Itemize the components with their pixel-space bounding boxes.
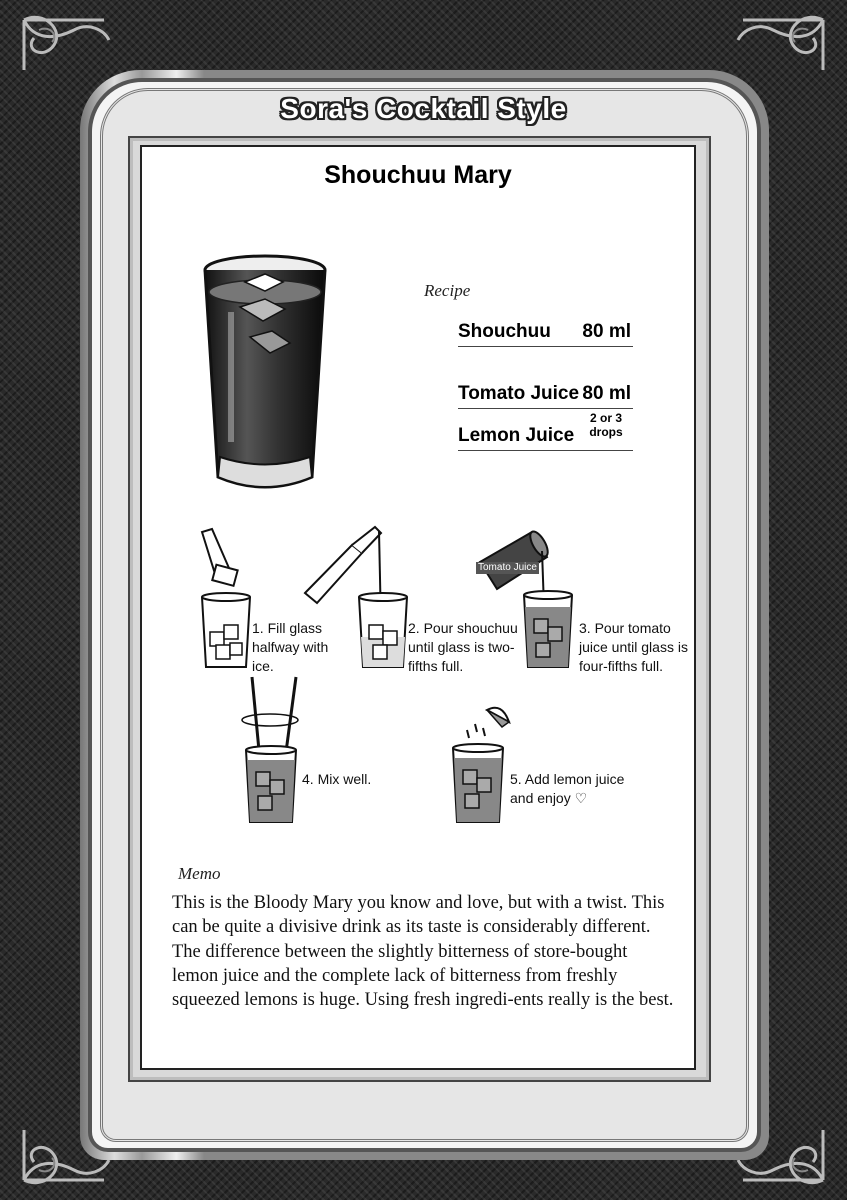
- amount-line: 2 or 3: [589, 411, 622, 425]
- step-5: [510, 770, 650, 808]
- step4-illustration: [234, 672, 309, 832]
- step2-illustration: [297, 525, 412, 675]
- cocktail-title: Shouchuu Mary: [324, 161, 512, 189]
- step-4: 4. Mix well.: [302, 771, 372, 787]
- step3-illustration: [472, 527, 582, 672]
- ingredient-name: Tomato Juice: [458, 383, 580, 404]
- ornament-corner-top-right: [733, 10, 833, 80]
- ingredient-name: Lemon Juice: [458, 425, 575, 446]
- step-1: 1. Fill glass halfway with ice.: [252, 620, 329, 674]
- ingredient-row: [458, 411, 633, 451]
- heart-icon: ♡: [574, 790, 588, 806]
- ingredient-amount: 80 ml: [582, 383, 631, 404]
- memo-label: Memo: [178, 864, 221, 883]
- ingredient-name: Shouchuu: [458, 321, 551, 342]
- cocktail-glass-illustration: [200, 252, 330, 502]
- step5-illustration: [447, 702, 517, 832]
- series-title: Sora's Cocktail Style: [280, 93, 567, 124]
- step1-illustration: [194, 527, 254, 672]
- step-3: 3. Pour tomato juice until glass is four-fifths full.: [579, 620, 688, 674]
- tomato-juice-can-label: Tomato Juice: [478, 562, 537, 573]
- ingredient-row: [458, 383, 633, 409]
- step-2: 2. Pour shouchuu until glass is two-fifths full.: [408, 620, 518, 674]
- ingredient-amount: [581, 411, 631, 439]
- recipe-label: Recipe: [424, 281, 471, 300]
- ingredient-amount: 80 ml: [582, 321, 631, 342]
- amount-line: drops: [589, 425, 623, 439]
- recipe-card: [140, 145, 696, 1070]
- step-5-text: 5. Add lemon juice and enjoy: [510, 771, 625, 806]
- memo-text: This is the Bloody Mary you know and love, but with a twist. This can be quite a divisive drink as its taste is considerably different. The difference between the slightly bitterness of store-bought lemon juice and the complete lack of bitterness from freshly squeezed lemons is huge. Using fresh ingredi-ents really is the best.: [172, 893, 674, 1011]
- ornament-corner-top-left: [14, 10, 114, 80]
- ingredient-row: [458, 321, 633, 347]
